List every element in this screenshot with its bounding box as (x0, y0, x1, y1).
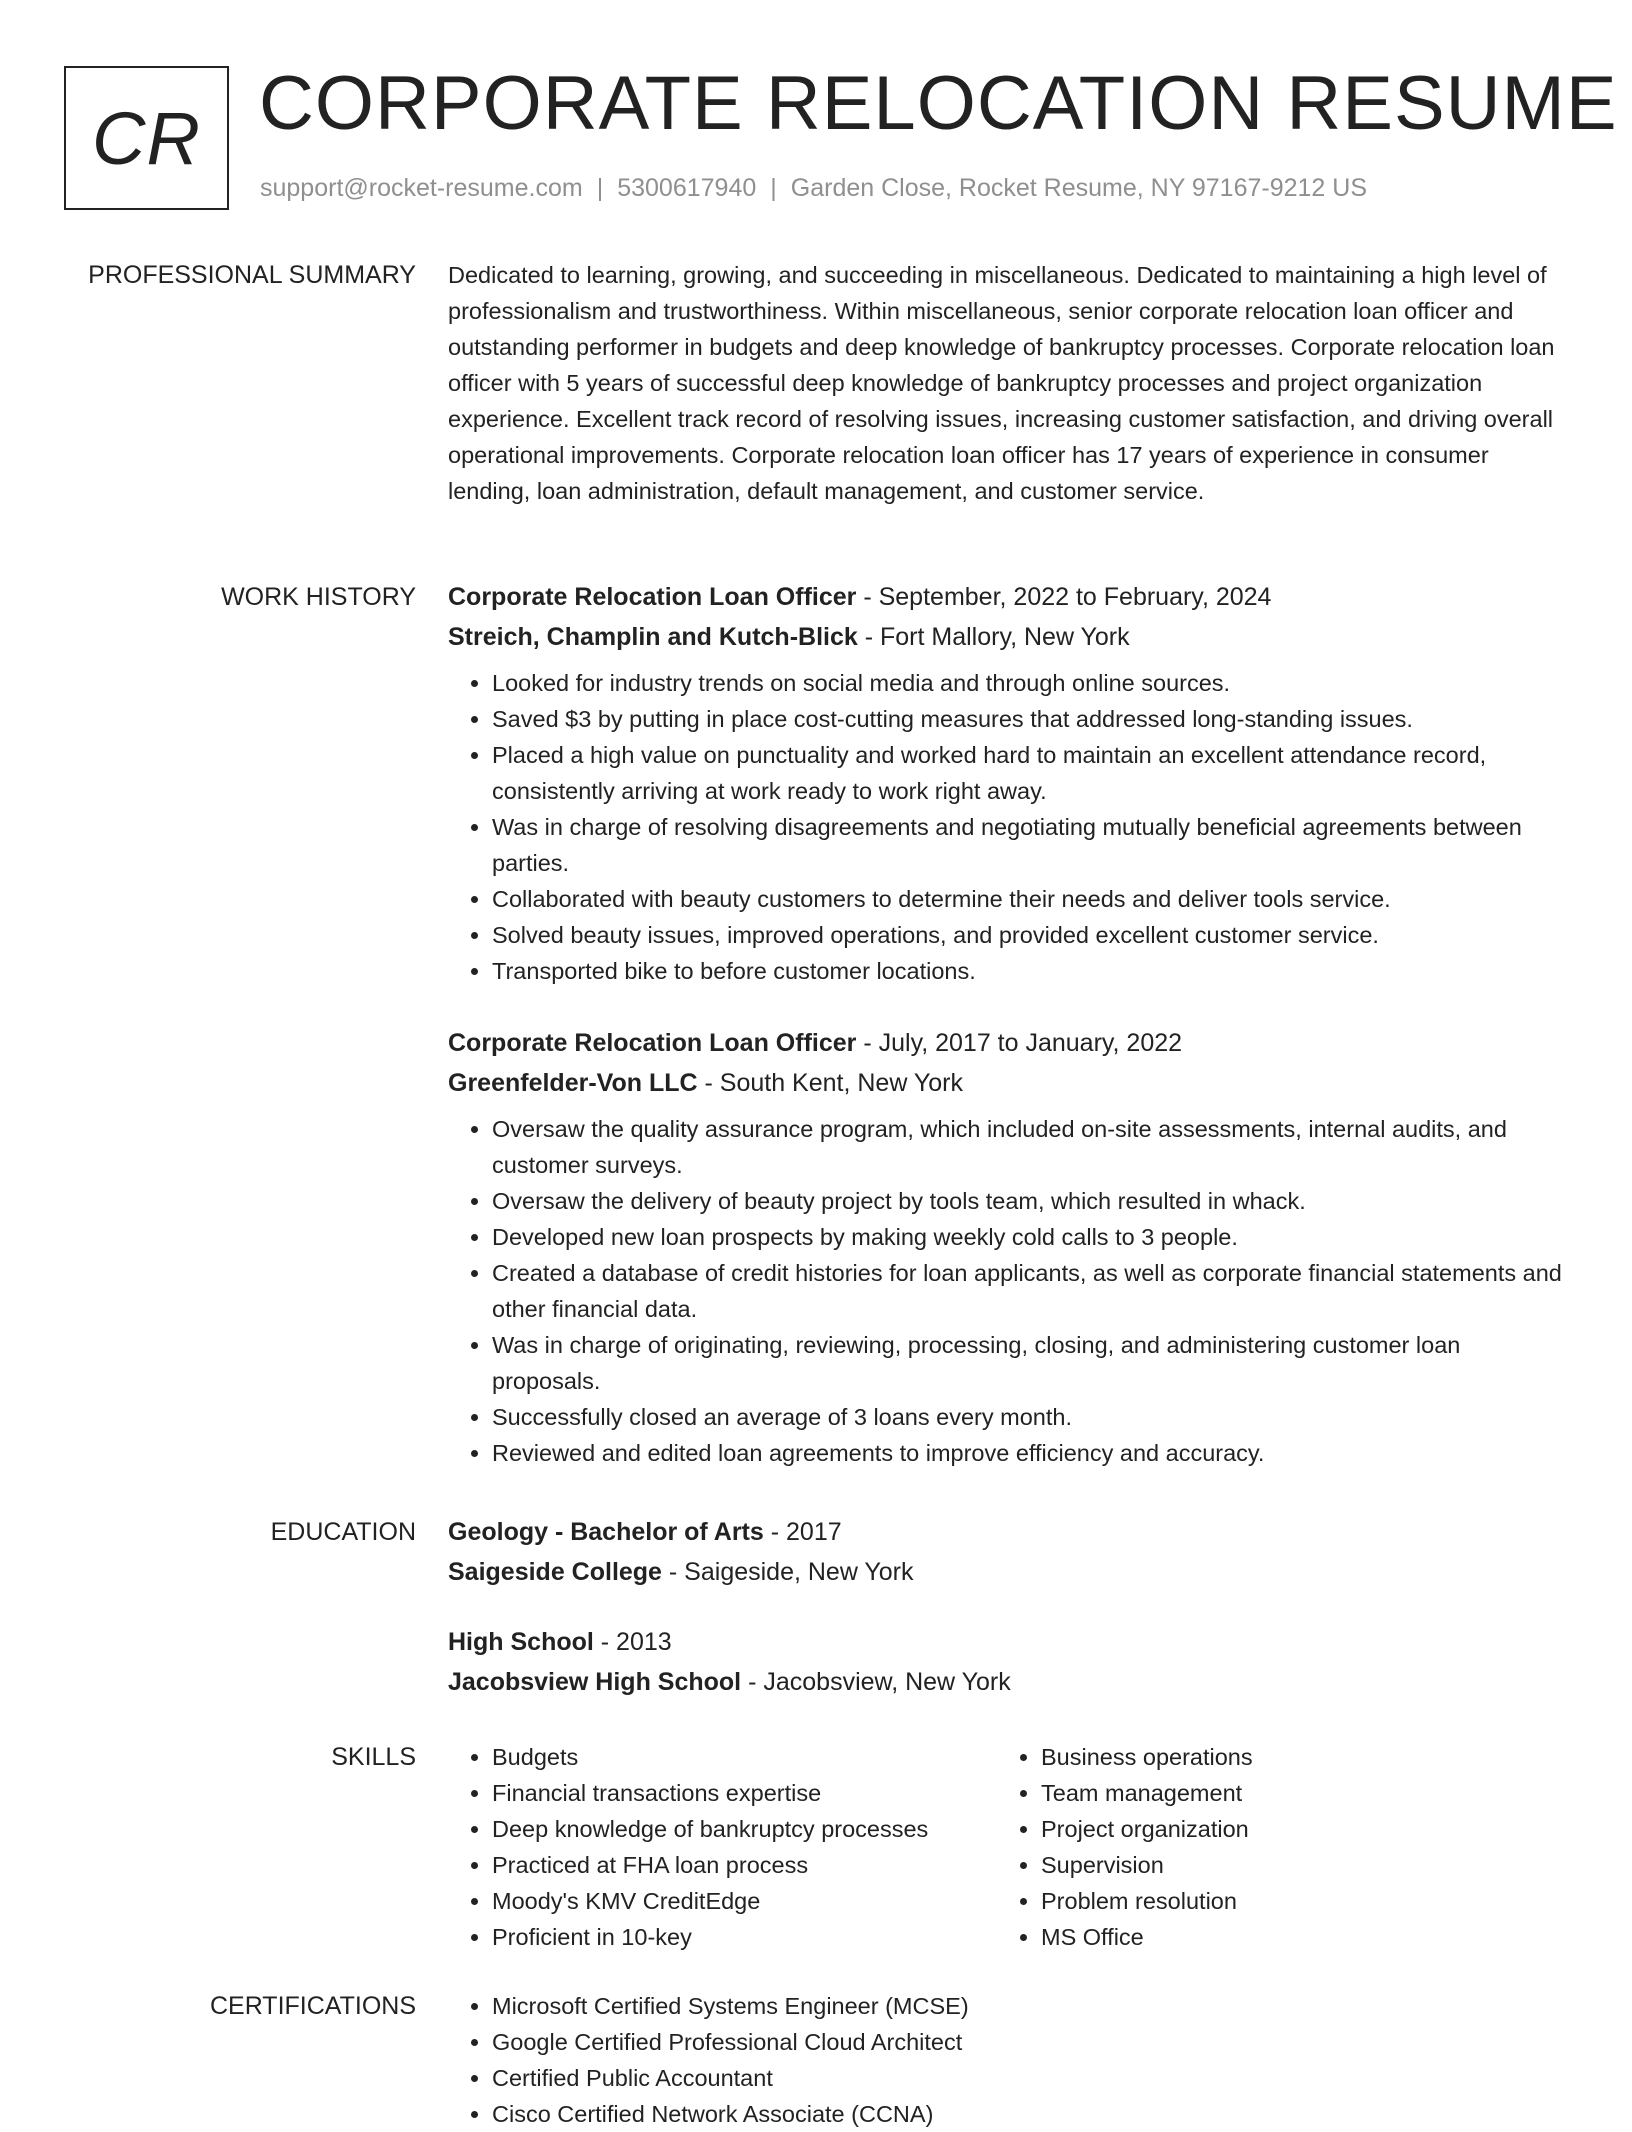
education-school: Jacobsview High School (448, 1668, 742, 1696)
skill-item: • MS Office (1041, 1919, 1546, 1955)
section-label-certifications: CERTIFICATIONS (209, 1992, 416, 2020)
job-bullet: • Collaborated with beauty customers to determine their needs and deliver tools service. (492, 881, 1568, 917)
job-bullet: • Saved $3 by putting in place cost-cutting measures that addressed long-standing issues. (492, 701, 1568, 737)
section-label-education: EDUCATION (270, 1518, 416, 1546)
job-bullets (448, 1111, 1568, 1471)
summary-body (448, 257, 1568, 509)
job-entry (448, 1023, 1568, 1471)
job-bullet: • Transported bike to before customer locations. (492, 953, 1568, 989)
contact-email: support@rocket-resume.com (260, 174, 583, 202)
job-company-line (448, 617, 1568, 657)
certification-item: • Google Certified Professional Cloud Architect (492, 2024, 1568, 2060)
work-history-body (448, 577, 1568, 1505)
education-location: - Saigeside, New York (661, 1558, 914, 1586)
job-location: - South Kent, New York (697, 1069, 963, 1097)
job-company: Greenfelder-Von LLC (448, 1069, 698, 1097)
job-bullet: • Looked for industry trends on social media and through online sources. (492, 665, 1568, 701)
contact-separator: | (770, 174, 777, 202)
education-entry (448, 1622, 1568, 1702)
education-degree: High School (448, 1628, 594, 1656)
section-label-skills: SKILLS (331, 1743, 416, 1771)
job-dates: - September, 2022 to February, 2024 (856, 583, 1272, 611)
certification-item: • Microsoft Certified Systems Engineer (MCSE) (492, 1988, 1568, 2024)
education-school: Saigeside College (448, 1558, 662, 1586)
skill-item: • Practiced at FHA loan process (492, 1847, 997, 1883)
skill-item: • Supervision (1041, 1847, 1546, 1883)
skill-item: • Proficient in 10-key (492, 1919, 997, 1955)
job-bullet: • Placed a high value on punctuality and worked hard to maintain an excellent attendance record, consistently arriving at work ready to work right away. (492, 737, 1568, 809)
job-bullets (448, 665, 1568, 989)
job-bullet: • Oversaw the delivery of beauty project by tools team, which resulted in whack. (492, 1183, 1568, 1219)
contact-address: Garden Close, Rocket Resume, NY 97167-9212 US (790, 174, 1367, 202)
summary-text: Dedicated to learning, growing, and succeeding in miscellaneous. Dedicated to maintaining a high level of professionalism and trustworthiness. Within miscellaneous, senior corporate relocation loan officer and outstanding performer in budgets and deep knowledge of bankruptcy processes. Corporate relocation loan officer with 5 years of successful deep knowledge of bankruptcy processes and project organization experience. Excellent track record of resolving issues, increasing customer satisfaction, and driving overall operational improvements. Corporate relocation loan officer has 17 years of experience in consumer lending, loan administration, default management, and customer service. (448, 262, 1555, 504)
contact-separator: | (596, 174, 604, 202)
skill-item: • Financial transactions expertise (492, 1775, 997, 1811)
contact-phone: 5300617940 (617, 174, 757, 202)
job-location: - Fort Mallory, New York (857, 623, 1130, 651)
section-label-work-history: WORK HISTORY (221, 583, 416, 611)
certification-item: • Certified Public Accountant (492, 2060, 1568, 2096)
skill-item: • Budgets (492, 1739, 997, 1775)
skill-item: • Business operations (1041, 1739, 1546, 1775)
education-school-line (448, 1552, 1568, 1592)
skill-item: • Project organization (1041, 1811, 1546, 1847)
job-bullet: • Was in charge of resolving disagreements and negotiating mutually beneficial agreements between parties. (492, 809, 1568, 881)
skills-columns (448, 1739, 1568, 1955)
job-bullet: • Oversaw the quality assurance program, which included on-site assessments, internal audits, and customer surveys. (492, 1111, 1568, 1183)
resume-title: CORPORATE RELOCATION RESUME (259, 61, 1618, 146)
education-degree: Geology - Bachelor of Arts (448, 1518, 764, 1546)
certification-item: • Cisco Certified Network Associate (CCNA) (492, 2096, 1568, 2132)
job-bullet: • Created a database of credit histories for loan applicants, as well as corporate financial statements and other financial data. (492, 1255, 1568, 1327)
certifications-body (448, 1988, 1568, 2132)
monogram-logo: CR (64, 66, 229, 210)
job-bullet: • Was in charge of originating, reviewing, processing, closing, and administering customer loan proposals. (492, 1327, 1568, 1399)
skill-item: • Problem resolution (1041, 1883, 1546, 1919)
contact-line (260, 174, 1367, 203)
job-bullet: • Reviewed and edited loan agreements to improve efficiency and accuracy. (492, 1435, 1568, 1471)
job-title: Corporate Relocation Loan Officer (448, 583, 857, 611)
education-location: - Jacobsview, New York (741, 1668, 1011, 1696)
job-title-line (448, 577, 1568, 617)
education-year: - 2017 (763, 1518, 842, 1546)
skill-item: • Deep knowledge of bankruptcy processes (492, 1811, 997, 1847)
job-title: Corporate Relocation Loan Officer (448, 1029, 857, 1057)
skills-list-right (997, 1739, 1546, 1955)
education-entry (448, 1512, 1568, 1592)
certifications-list (448, 1988, 1568, 2132)
job-company: Streich, Champlin and Kutch-Blick (448, 623, 858, 651)
job-company-line (448, 1063, 1568, 1103)
resume-header (64, 61, 1618, 210)
job-title-line (448, 1023, 1568, 1063)
section-label-summary: PROFESSIONAL SUMMARY (88, 261, 416, 289)
job-entry (448, 577, 1568, 989)
education-year: - 2013 (593, 1628, 672, 1656)
education-body (448, 1512, 1568, 1732)
job-dates: - July, 2017 to January, 2022 (856, 1029, 1183, 1057)
skill-item: • Moody's KMV CreditEdge (492, 1883, 997, 1919)
job-bullet: • Developed new loan prospects by making weekly cold calls to 3 people. (492, 1219, 1568, 1255)
education-degree-line (448, 1622, 1568, 1662)
education-school-line (448, 1662, 1568, 1702)
skills-body (448, 1739, 1568, 1955)
job-bullet: • Successfully closed an average of 3 loans every month. (492, 1399, 1568, 1435)
skill-item: • Team management (1041, 1775, 1546, 1811)
education-degree-line (448, 1512, 1568, 1552)
skills-list-left (448, 1739, 997, 1955)
job-bullet: • Solved beauty issues, improved operations, and provided excellent customer service. (492, 917, 1568, 953)
